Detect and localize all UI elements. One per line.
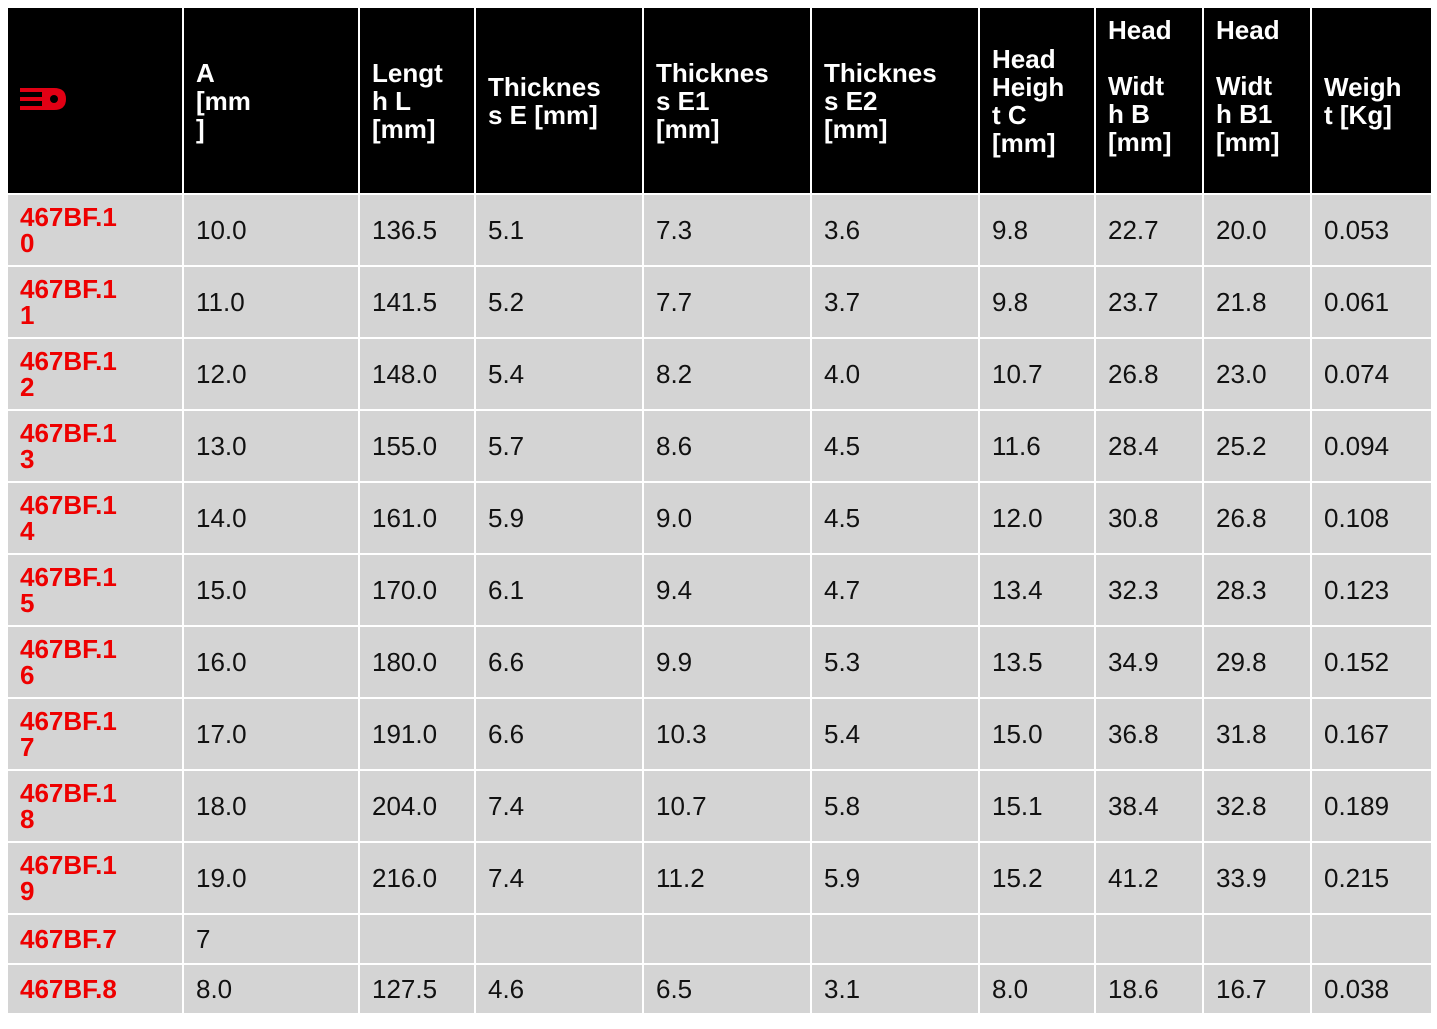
part-code-line: 467BF.1 [20, 202, 117, 232]
table-row [7, 964, 1432, 1014]
header-line: t C [992, 99, 1027, 130]
table-cell: 0.167 [1311, 698, 1432, 770]
header-line: [mm [196, 85, 251, 116]
header-line: s E2 [824, 85, 878, 116]
header-head-width-b1 [1203, 7, 1311, 194]
table-cell: 0.074 [1311, 338, 1432, 410]
part-code-cell [7, 914, 183, 964]
part-code-line: 8 [20, 804, 35, 834]
table-cell: 191.0 [359, 698, 475, 770]
table-cell: 10.7 [979, 338, 1095, 410]
table-cell: 18.0 [183, 770, 359, 842]
table-cell: 5.9 [811, 842, 979, 914]
table-cell: 0.189 [1311, 770, 1432, 842]
header-line: Thicknes [824, 57, 937, 88]
table-cell: 16.0 [183, 626, 359, 698]
header-line: Thicknes [488, 71, 601, 102]
table-cell: 5.4 [475, 338, 643, 410]
table-cell: 204.0 [359, 770, 475, 842]
header-line: h B1 [1216, 99, 1273, 129]
table-cell: 0.215 [1311, 842, 1432, 914]
table-cell: 3.7 [811, 266, 979, 338]
table-cell: 141.5 [359, 266, 475, 338]
table-row [7, 626, 1432, 698]
part-code-line: 467BF.1 [20, 418, 117, 448]
table-cell: 20.0 [1203, 194, 1311, 266]
part-code-cell [7, 338, 183, 410]
part-code-line: 467BF.1 [20, 490, 117, 520]
table-cell: 41.2 [1095, 842, 1203, 914]
table-cell: 5.9 [475, 482, 643, 554]
table-row [7, 194, 1432, 266]
part-code-cell [7, 964, 183, 1014]
header-line: Heigh [992, 71, 1065, 102]
part-code-line: 467BF.1 [20, 634, 117, 664]
part-code-cell [7, 194, 183, 266]
table-cell: 11.6 [979, 410, 1095, 482]
part-code-line: 467BF.1 [20, 346, 117, 376]
table-row [7, 410, 1432, 482]
table-cell: 0.152 [1311, 626, 1432, 698]
table-cell: 4.5 [811, 410, 979, 482]
table-cell: 17.0 [183, 698, 359, 770]
table-cell: 19.0 [183, 842, 359, 914]
table-cell [643, 914, 811, 964]
table-cell: 4.7 [811, 554, 979, 626]
table-cell: 10.3 [643, 698, 811, 770]
spec-table [6, 6, 1433, 1015]
table-cell: 4.5 [811, 482, 979, 554]
table-cell: 7.3 [643, 194, 811, 266]
table-cell: 26.8 [1095, 338, 1203, 410]
header-line: [mm] [1108, 127, 1172, 157]
header-line: Widt [1216, 71, 1273, 101]
part-code-line: 467BF.1 [20, 850, 117, 880]
table-cell: 29.8 [1203, 626, 1311, 698]
part-code-cell [7, 626, 183, 698]
table-cell: 3.6 [811, 194, 979, 266]
table-cell: 161.0 [359, 482, 475, 554]
part-code-line: 467BF.1 [20, 274, 117, 304]
table-cell: 170.0 [359, 554, 475, 626]
table-cell: 15.1 [979, 770, 1095, 842]
table-cell: 0.053 [1311, 194, 1432, 266]
table-cell: 180.0 [359, 626, 475, 698]
header-line: h L [372, 85, 411, 116]
header-line: Lengt [372, 57, 443, 88]
table-cell [811, 914, 979, 964]
table-cell: 5.4 [811, 698, 979, 770]
table-cell: 155.0 [359, 410, 475, 482]
header-line: Widt [1108, 71, 1165, 101]
table-cell: 10.0 [183, 194, 359, 266]
table-cell: 22.7 [1095, 194, 1203, 266]
header-line: Thicknes [656, 57, 769, 88]
spec-table-container [6, 6, 1433, 1015]
table-row [7, 698, 1432, 770]
part-code-line: 0 [20, 228, 35, 258]
table-cell: 5.2 [475, 266, 643, 338]
header-line: Weigh [1324, 71, 1402, 102]
part-code-line: 6 [20, 660, 35, 690]
table-cell: 31.8 [1203, 698, 1311, 770]
header-line: Head [992, 43, 1056, 74]
table-row [7, 554, 1432, 626]
header-line: [mm] [824, 113, 888, 144]
header-line: Head [1108, 15, 1172, 45]
table-cell: 5.1 [475, 194, 643, 266]
table-cell [1311, 914, 1432, 964]
table-cell: 0.094 [1311, 410, 1432, 482]
table-cell: 30.8 [1095, 482, 1203, 554]
table-cell: 28.4 [1095, 410, 1203, 482]
table-cell: 9.8 [979, 266, 1095, 338]
part-code-line: 467BF.1 [20, 778, 117, 808]
table-cell: 9.4 [643, 554, 811, 626]
table-cell: 6.5 [643, 964, 811, 1014]
table-cell: 9.8 [979, 194, 1095, 266]
table-cell: 216.0 [359, 842, 475, 914]
header-line: ] [196, 113, 205, 144]
header-weight [1311, 7, 1432, 194]
table-cell: 16.7 [1203, 964, 1311, 1014]
part-code-line: 467BF.7 [20, 924, 117, 954]
table-cell: 0.061 [1311, 266, 1432, 338]
table-cell: 8.0 [979, 964, 1095, 1014]
header-thickness-e2 [811, 7, 979, 194]
part-code-line: 467BF.1 [20, 562, 117, 592]
header-line: t [Kg] [1324, 99, 1392, 130]
table-cell: 4.0 [811, 338, 979, 410]
table-cell: 12.0 [183, 338, 359, 410]
table-cell [979, 914, 1095, 964]
part-code-line: 2 [20, 372, 35, 402]
table-cell: 15.0 [183, 554, 359, 626]
table-cell: 25.2 [1203, 410, 1311, 482]
table-row [7, 266, 1432, 338]
header-line: [mm] [372, 113, 436, 144]
part-code-line: 7 [20, 732, 35, 762]
header-head-height-c [979, 7, 1095, 194]
header-thickness-e1 [643, 7, 811, 194]
table-body [7, 194, 1432, 1014]
table-cell: 14.0 [183, 482, 359, 554]
table-cell: 10.7 [643, 770, 811, 842]
table-cell: 13.5 [979, 626, 1095, 698]
table-cell: 0.123 [1311, 554, 1432, 626]
header-line: Head [1216, 15, 1280, 45]
table-cell: 9.9 [643, 626, 811, 698]
table-cell: 26.8 [1203, 482, 1311, 554]
table-cell: 3.1 [811, 964, 979, 1014]
part-code-cell [7, 482, 183, 554]
table-cell: 7.7 [643, 266, 811, 338]
table-cell [359, 914, 475, 964]
table-row [7, 842, 1432, 914]
table-cell: 36.8 [1095, 698, 1203, 770]
part-code-line: 467BF.1 [20, 706, 117, 736]
table-cell: 5.8 [811, 770, 979, 842]
table-cell: 15.0 [979, 698, 1095, 770]
table-cell: 23.7 [1095, 266, 1203, 338]
table-cell [475, 914, 643, 964]
part-code-line: 1 [20, 300, 35, 330]
table-cell: 33.9 [1203, 842, 1311, 914]
table-cell: 5.7 [475, 410, 643, 482]
table-cell: 12.0 [979, 482, 1095, 554]
part-code-line: 5 [20, 588, 35, 618]
table-cell: 18.6 [1095, 964, 1203, 1014]
table-cell: 6.6 [475, 698, 643, 770]
table-cell: 7.4 [475, 842, 643, 914]
header-line: [mm] [656, 113, 720, 144]
table-cell [1095, 914, 1203, 964]
part-code-line: 3 [20, 444, 35, 474]
header-line: s E1 [656, 85, 710, 116]
table-cell: 6.6 [475, 626, 643, 698]
part-code-cell [7, 266, 183, 338]
part-code-line: 4 [20, 516, 35, 546]
table-row [7, 770, 1432, 842]
table-cell: 136.5 [359, 194, 475, 266]
table-cell: 7.4 [475, 770, 643, 842]
table-cell: 34.9 [1095, 626, 1203, 698]
table-cell: 11.0 [183, 266, 359, 338]
table-cell: 32.3 [1095, 554, 1203, 626]
table-cell: 5.3 [811, 626, 979, 698]
table-cell: 148.0 [359, 338, 475, 410]
table-cell: 127.5 [359, 964, 475, 1014]
table-cell: 7 [183, 914, 359, 964]
part-code-cell [7, 410, 183, 482]
table-cell: 32.8 [1203, 770, 1311, 842]
part-code-cell [7, 770, 183, 842]
part-code-cell [7, 842, 183, 914]
table-cell: 8.2 [643, 338, 811, 410]
part-code-line: 467BF.8 [20, 974, 117, 1004]
table-row [7, 338, 1432, 410]
header-a [183, 7, 359, 194]
header-length-l [359, 7, 475, 194]
table-cell: 0.038 [1311, 964, 1432, 1014]
table-cell: 4.6 [475, 964, 643, 1014]
table-row [7, 482, 1432, 554]
table-cell: 38.4 [1095, 770, 1203, 842]
brand-logo-icon [20, 87, 66, 109]
header-thickness-e [475, 7, 643, 194]
logo-header-cell [7, 7, 183, 194]
table-cell: 23.0 [1203, 338, 1311, 410]
header-line: [mm] [1216, 127, 1280, 157]
table-cell: 21.8 [1203, 266, 1311, 338]
part-code-line: 9 [20, 876, 35, 906]
table-cell: 0.108 [1311, 482, 1432, 554]
table-row [7, 914, 1432, 964]
table-cell: 28.3 [1203, 554, 1311, 626]
table-cell: 8.6 [643, 410, 811, 482]
table-cell: 6.1 [475, 554, 643, 626]
table-cell: 9.0 [643, 482, 811, 554]
table-cell: 11.2 [643, 842, 811, 914]
header-head-width-b [1095, 7, 1203, 194]
header-row [7, 7, 1432, 194]
table-cell: 8.0 [183, 964, 359, 1014]
table-cell: 15.2 [979, 842, 1095, 914]
part-code-cell [7, 554, 183, 626]
table-cell [1203, 914, 1311, 964]
header-line: [mm] [992, 127, 1056, 158]
table-cell: 13.4 [979, 554, 1095, 626]
part-code-cell [7, 698, 183, 770]
header-line: h B [1108, 99, 1150, 129]
header-line: s E [mm] [488, 99, 598, 130]
table-cell: 13.0 [183, 410, 359, 482]
header-line: A [196, 57, 215, 88]
